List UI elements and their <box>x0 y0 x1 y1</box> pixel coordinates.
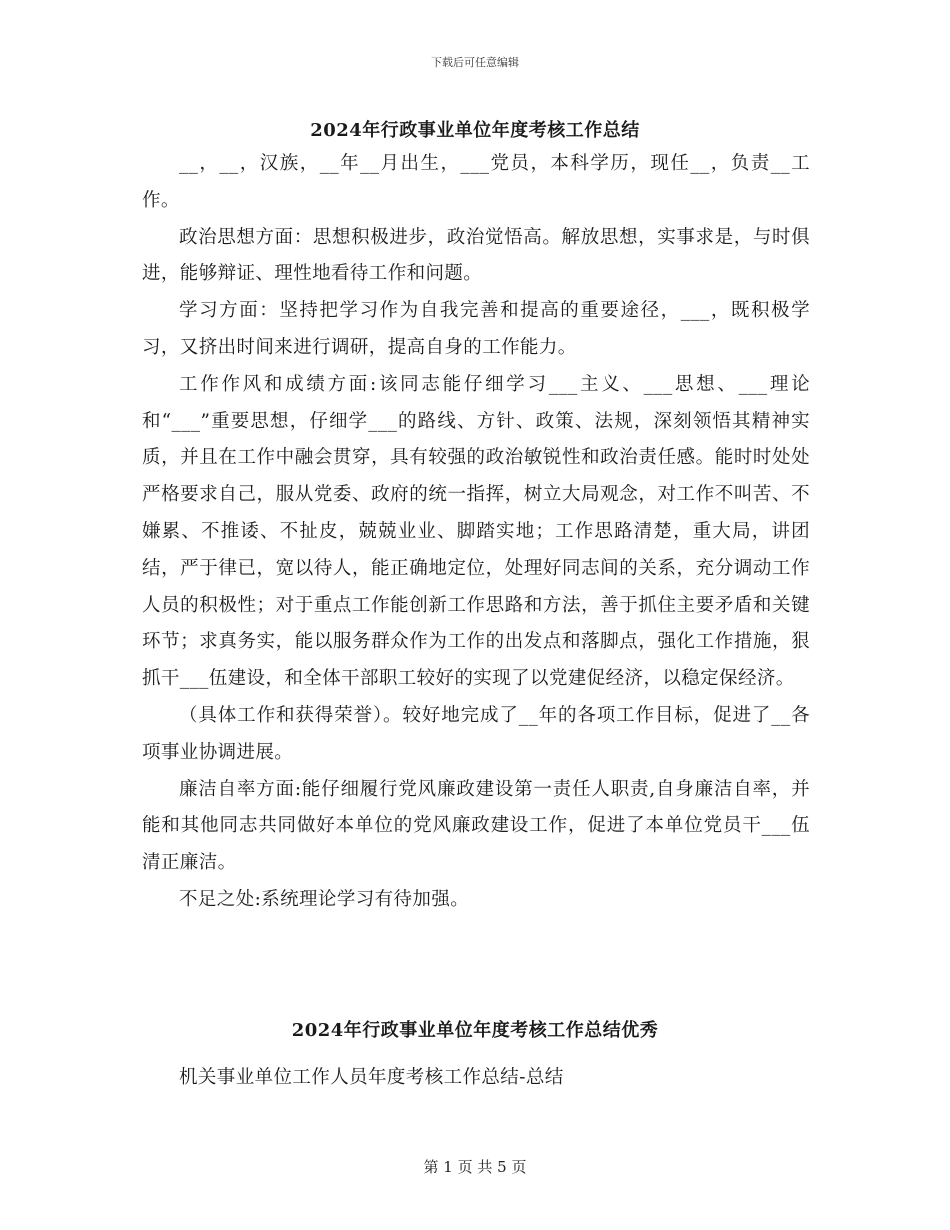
paragraph-study: 学习方面：坚持把学习作为自我完善和提高的重要途径，___，既积极学习，又挤出时间来进行调研，提高自身的工作能力。 <box>142 300 810 358</box>
document-title: 2024年行政事业单位年度考核工作总结 <box>310 120 640 141</box>
second-subtitle: 机关事业单位工作人员年度考核工作总结-总结 <box>179 1067 564 1088</box>
header-note: 下载后可任意编辑 <box>431 56 519 69</box>
paragraph-work-style: 工作作风和成绩方面:该同志能仔细学习___主义、___思想、___理论和“___”重要思想，仔细学___的路线、方针、政策、法规，深刻领悟其精神实质，并且在工作中融会贯穿，具有较强的政治敏锐性和政治责任感。能时时处处严格要求自己，服从党委、政府的统一指挥，树立大局观念，对工作不叫苦、不嫌累、不推诿、不扯皮，兢兢业业、脚踏实地；工作思路清楚，重大局，讲团结，严于律已，宽以待人，能正确地定位，处理好同志间的关系，充分调动工作人员的积极性；对于重点工作能创新工作思路和方法，善于抓住主要矛盾和关键环节；求真务实，能以服务群众作为工作的出发点和落脚点，强化工作措施，狠抓干___伍建设，和全体干部职工较好的实现了以党建促经济，以稳定保经济。 <box>142 373 810 690</box>
paragraph-political: 政治思想方面：思想积极进步，政治觉悟高。解放思想，实事求是，与时俱进，能够辩证、理性地看待工作和问题。 <box>142 226 810 285</box>
second-title: 2024年行政事业单位年度考核工作总结优秀 <box>291 1020 659 1041</box>
paragraph-shortcomings: 不足之处:系统理论学习有待加强。 <box>179 888 470 910</box>
document-body <box>142 146 810 919</box>
paragraph-intro: __，__，汉族，__年__月出生，___党员，本科学历，现任__，负责__工作。 <box>142 153 810 211</box>
page-number: 第 1 页 共 5 页 <box>423 1158 527 1176</box>
paragraph-achievements: （具体工作和获得荣誉）。较好地完成了__年的各项工作目标，促进了__各项事业协调进展。 <box>142 704 810 763</box>
paragraph-integrity: 廉洁自率方面:能仔细履行党风廉政建设第一责任人职责,自身廉洁自率，并能和其他同志共同做好本单位的党风廉政建设工作，促进了本单位党员干___伍清正廉洁。 <box>142 778 810 874</box>
